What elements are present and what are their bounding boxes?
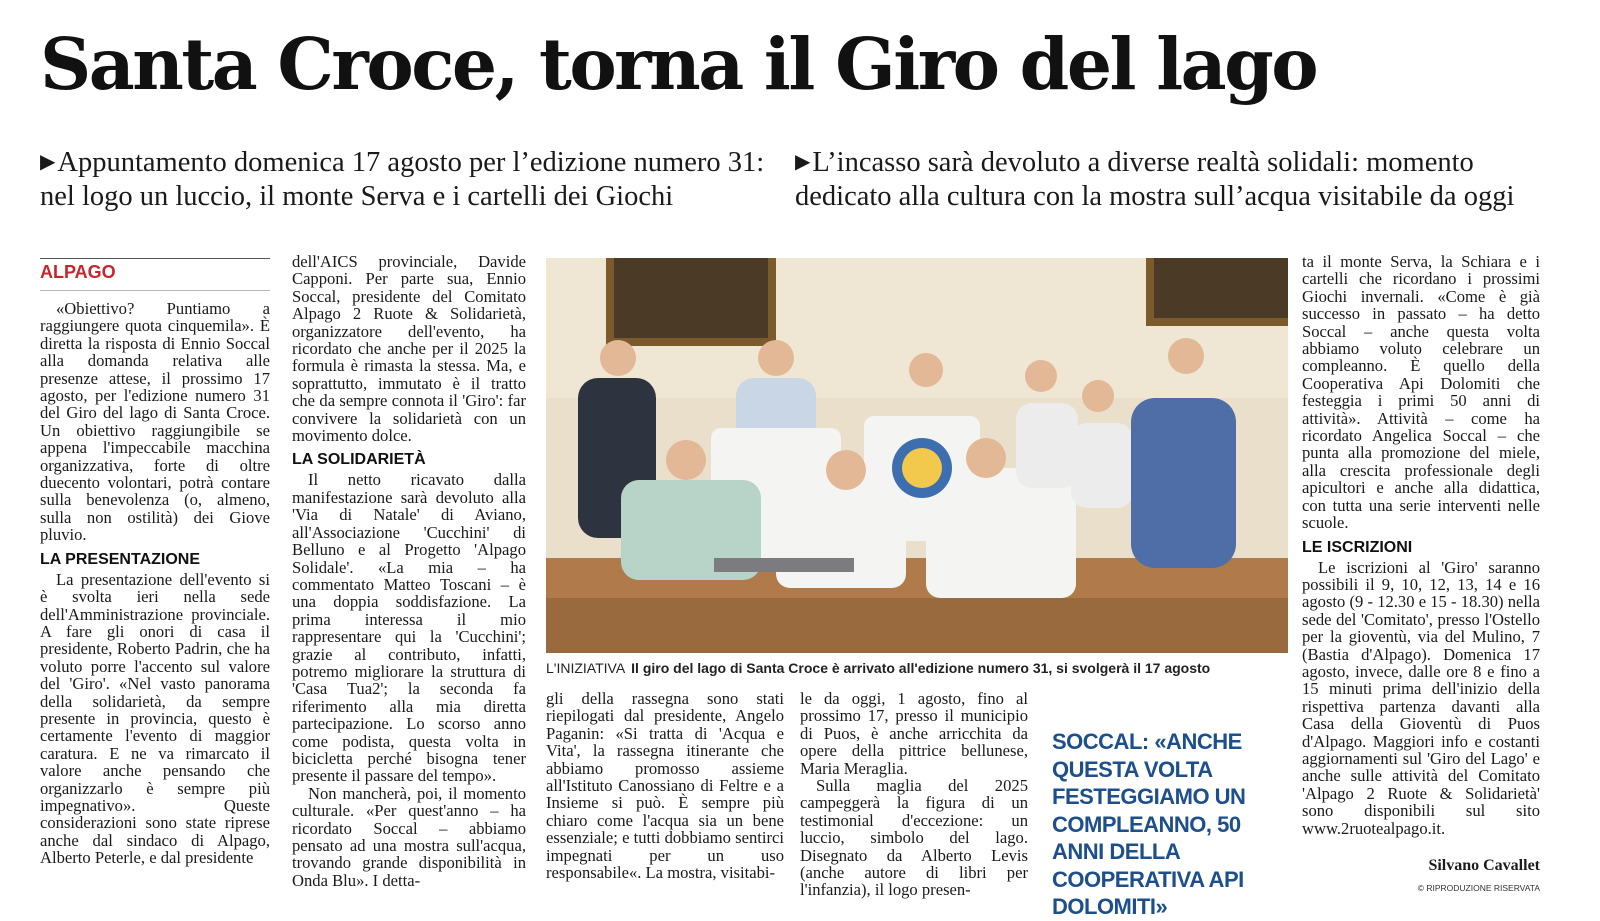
caption-label: L'INIZIATIVA — [546, 660, 626, 676]
article-column-1 — [40, 300, 270, 867]
group-photo — [546, 258, 1288, 653]
article-column-2 — [292, 253, 526, 889]
photo-caption — [546, 660, 1288, 676]
paragraph: Le iscrizioni al 'Giro' saranno possibili il 9, 10, 12, 13, 14 e 16 agosto (9 - 12.30 e 15 - 18.30) nella sede del 'Comitato', presso l'Ostello per la gioventù, via del Mulino, 7 (Bastia d'Alpago). Domenica 17 agosto, invece, dalle ore 8 e fino a 15 minuti prima dell'inizio della rispettiva partenza davanti alla Casa della Gioventù di Puos d'Alpago. Maggiori info e costanti aggiornamenti sul 'Giro del Lago' e anche sulle attività del Comitato 'Alpago 2 Ruote & Solidarietà' sono disponibili sul sito www.2ruotealpago.it. — [1302, 557, 1540, 838]
paragraph: La presentazione dell'evento si è svolta ieri nella sede dell'Amministrazione provinciale. A fare gli onori di casa il presidente, Roberto Padrin, che ha voluto porre l'accento sul valore del 'Giro'. «Nel vasto panorama della solidarietà, da sempre presente in provincia, questo è certamente l'evento di maggior caratura. E ne va rimarcato il valore anche pensando che organizzarlo è sempre più impegnativo». Queste considerazioni sono state riprese anche dal sindaco di Alpago, Alberto Peterle, e dal presidente — [40, 569, 270, 868]
paragraph: Non mancherà, poi, il momento culturale. «Per quest'anno – ha ricordato Soccal – abbiamo pensato ad una mostra sull'acqua, trovando grande disponibilità in Onda Blu». I detta- — [292, 783, 526, 890]
pull-quote: SOCCAL: «ANCHE QUESTA VOLTA FESTEGGIAMO UN COMPLEANNO, 50 ANNI DELLA COOPERATIVA API DOLOMITI» — [1052, 729, 1246, 919]
triangle-icon: ▶ — [795, 151, 811, 173]
kicker-rule-bottom — [40, 290, 270, 291]
kicker-rule — [40, 258, 270, 259]
paragraph: «Obiettivo? Puntiamo a raggiungere quota cinquemila». È diretta la risposta di Ennio Soccal alla domanda relativa alle presenze attese, il prossimo 17 agosto, per l'edizione numero 31 del Giro del lago di Santa Croce. Un obiettivo raggiungibile se appena l'impeccabile macchina organizzativa, forte di oltre duecento volontari, potrà contare sulla benevolenza (o, almeno, sulla non ostilità) dei Giove pluvio. — [40, 299, 270, 545]
deck-left — [40, 145, 768, 214]
article-column-4 — [800, 690, 1028, 899]
copyright-notice: © RIPRODUZIONE RISERVATA — [1417, 883, 1540, 893]
caption-text: Il giro del lago di Santa Croce è arrivato all'edizione numero 31, si svolgerà il 17 agosto — [631, 660, 1211, 676]
paragraph: Il netto ricavato dalla manifestazione sarà devoluto alla 'Via di Natale' di Aviano, all'Associazione 'Cucchini' di Belluno e al Progetto 'Alpago Solidale'. «La mia – ha commentato Matteo Toscani – è una doppia soddisfazione. La prima interessa il mio rappresentare qui la 'Cucchini'; grazie al contributo, infatti, potremo migliorare la struttura di 'Casa Tua2'; la seconda fa riferimento alla mia diretta partecipazione. Lo scorso anno come podista, questa volta in bicicletta perché bisogna tener presente il passare del tempo». — [292, 470, 526, 786]
paragraph: le da oggi, 1 agosto, fino al prossimo 17, presso il municipio di Puos, è anche arricchita da opere della pittrice bellunese, Maria Meraglia. — [800, 689, 1028, 778]
byline: Silvano Cavallet — [1428, 857, 1540, 874]
paragraph: ta il monte Serva, la Schiara e i cartelli che ricordano i prossimi Giochi invernali. «Come è già successo in passato – ha detto Soccal – anche questa volta abbiamo voluto celebrare un compleanno. È quello della Cooperativa Api Dolomiti che festeggia i primi 50 anni di attività». Attività – come ha ricordato Angelica Soccal – che punta alla promozione del miele, alla crescita professionale degli apicultori e anche alla didattica, con tutta una serie interventi nelle scuole. — [1302, 252, 1540, 533]
subheading-presentazione: LA PRESENTAZIONE — [40, 550, 201, 568]
kicker: ALPAGO — [40, 262, 116, 282]
subheading-solidarieta: LA SOLIDARIETÀ — [292, 451, 426, 469]
triangle-icon: ▶ — [40, 151, 56, 173]
headline: Santa Croce, torna il Giro del lago — [40, 22, 1317, 106]
paragraph: Sulla maglia del 2025 campeggerà la figura di un testimonial d'eccezione: un luccio, simbolo del lago. Disegnato da Alberto Levis (anche autore di libri per l'infanzia), il logo presen- — [800, 776, 1028, 900]
subheading-iscrizioni: LE ISCRIZIONI — [1302, 538, 1413, 556]
paragraph: dell'AICS provinciale, Davide Capponi. Per parte sua, Ennio Soccal, presidente del Comitato Alpago 2 Ruote & Solidarietà, organizzatore dell'evento, ha ricordato che anche per il 2025 la formula è rimasta la stessa. Ma, e soprattutto, immutato è il tratto che da sempre connota il 'Giro': far convivere la solidarietà con un movimento dolce. — [292, 252, 526, 446]
deck-right — [795, 145, 1535, 214]
group-photo-illustration — [546, 258, 1288, 653]
deck-right-text: L’incasso sarà devoluto a diverse realtà solidali: momento dedicato alla cultura con la mostra sull’acqua visitabile da oggi — [795, 147, 1515, 212]
article-column-5 — [1302, 253, 1540, 837]
article-column-3 — [546, 690, 784, 881]
paragraph: gli della rassegna sono stati riepilogati dal presidente, Angelo Paganin: «Si tratta di 'Acqua e Vita', la rassegna itinerante che abbiamo promosso assieme all'Istituto Canossiano di Feltre e a Insieme si può. È sempre più chiaro come l'acqua sia un bene essenziale; e tutti dobbiamo sentirci impegnati per un uso responsabile«. La mostra, visitabi- — [546, 689, 784, 883]
deck-left-text: Appuntamento domenica 17 agosto per l’edizione numero 31: nel logo un luccio, il monte Serva e i cartelli dei Giochi — [40, 147, 765, 212]
